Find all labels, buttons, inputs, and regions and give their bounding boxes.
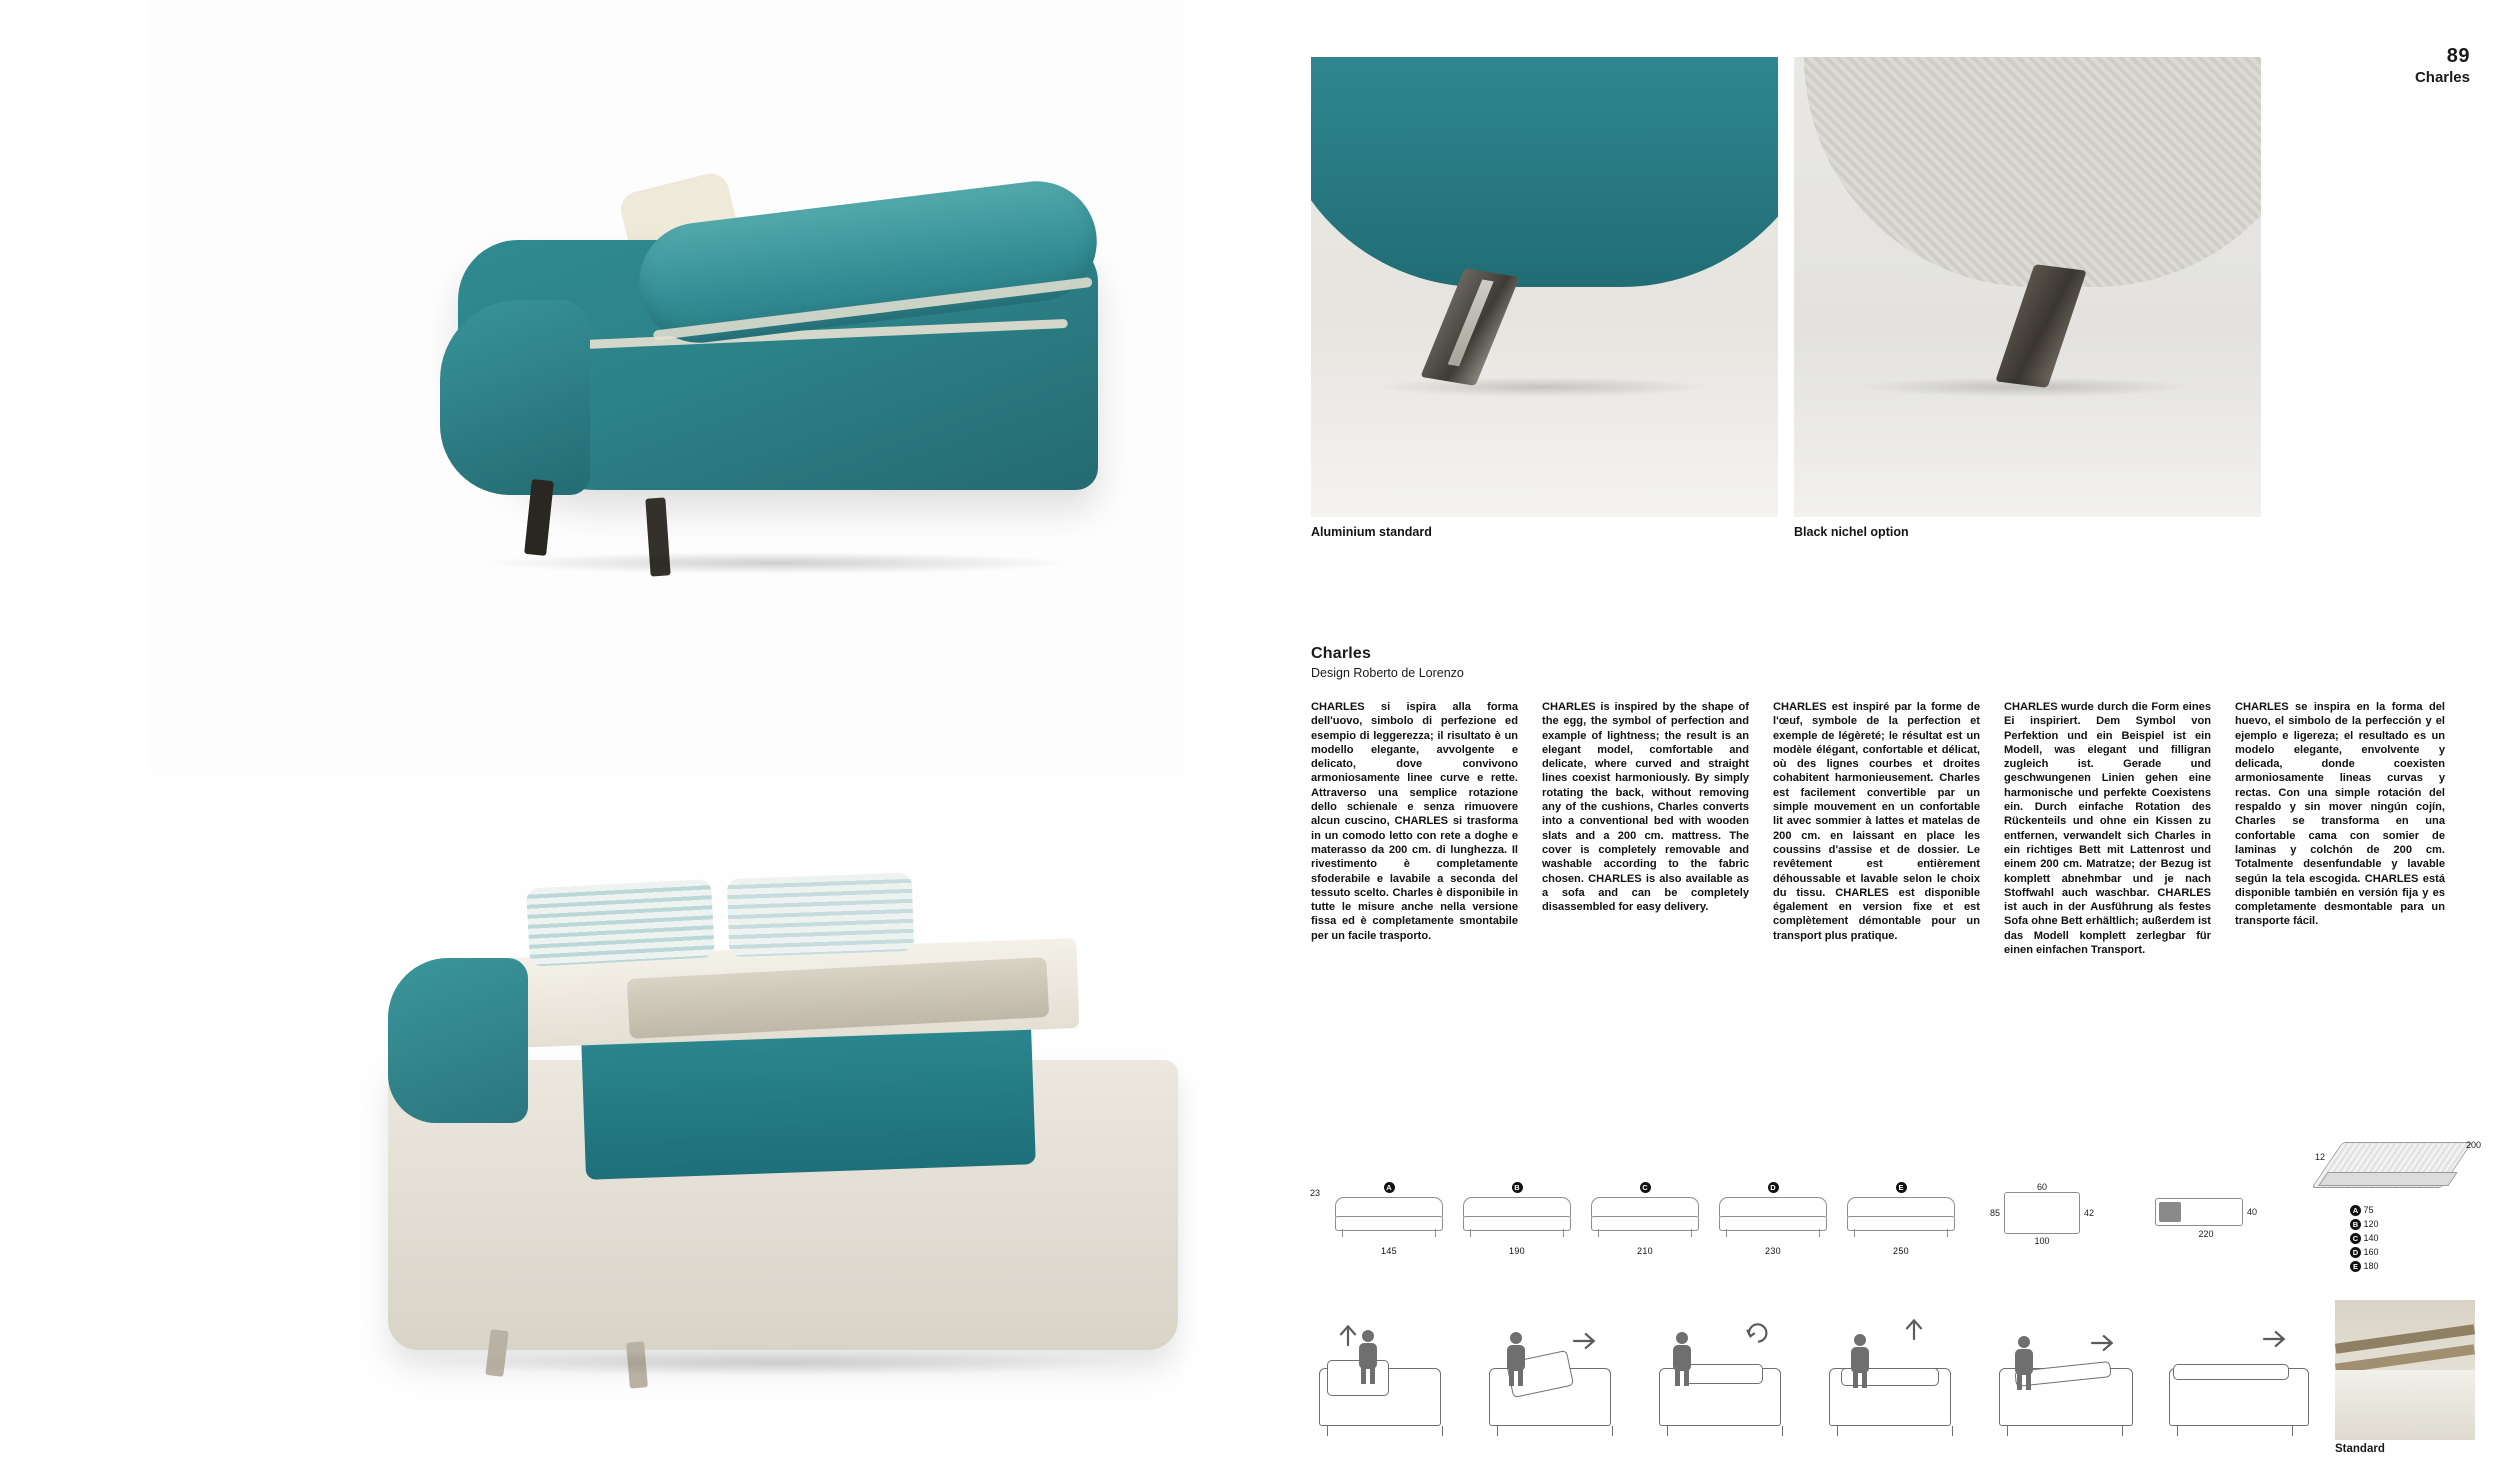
mattress-width-b [2350,1218,2379,1232]
badge-a: A [1384,1182,1395,1193]
arrow-right-icon [1571,1328,1597,1354]
badge-e: E [1896,1182,1907,1193]
badge-mattress-d: D [2350,1247,2361,1258]
product-heading [1311,645,1464,680]
dim-model-e [1845,1182,1957,1256]
dim-model-c [1589,1182,1701,1256]
mattress-value-d: 160 [2363,1246,2379,1257]
sofa-floor-shadow [478,552,1078,574]
description-fr: CHARLES est inspiré par la forme de l'œuf, symbole de la perfection et exemple de légèreté; le résultat est un modèle élégant, confortable et délicat, où des lignes courbes et droites cohabitent harmonieusement. Charles est facilement convertible par un simple mouvement en un confortable lit avec sommier à lattes et matelas de 200 cm. en laissant en place les coussins d'assise et de dossier. Le revêtement est entièrement déhoussable et lavable selon le choix du tissu. CHARLES est disponible également en version fixe et est complètement démontable pour un transport plus pratique. [1773,701,1980,942]
dim-width-b: 190 [1509,1246,1525,1256]
dim-width-c: 210 [1637,1246,1653,1256]
standard-caption: Standard [2335,1443,2385,1455]
description-columns [1311,700,2461,957]
side-outline [2155,1198,2243,1226]
step-4 [1815,1300,1975,1440]
badge-d: D [1768,1182,1779,1193]
dim-width-d: 230 [1765,1246,1781,1256]
caption-aluminium: Aluminium standard [1311,525,1432,539]
badge-mattress-a: A [2350,1205,2361,1216]
sofa-outline-c [1589,1195,1701,1239]
plan-bottom-dim: 100 [2034,1236,2050,1246]
dim-height-label: 23 [1310,1188,1321,1198]
plan-view [1990,1182,2094,1246]
mattress-value-c: 140 [2363,1232,2379,1243]
product-designer: Design Roberto de Lorenzo [1311,666,1464,680]
detail-photo-row [1311,57,2261,517]
sofa-outline-d [1717,1195,1829,1239]
mattress-thickness: 12 [2315,1152,2326,1162]
side-pad [2159,1202,2181,1222]
mattress-width-a [2350,1204,2379,1218]
mattress-width-list [2350,1204,2379,1274]
grey-seat-shell [1804,57,2261,287]
step-1 [1305,1300,1465,1440]
step-2 [1475,1300,1635,1440]
sofa-outline-e [1845,1195,1957,1239]
side-view [2155,1198,2257,1239]
step-6 [2155,1300,2315,1440]
mattress-value-e: 180 [2363,1260,2379,1271]
sofa-bed-illustration [328,830,1208,1390]
teal-seat-shell [1311,57,1778,287]
dim-width-e: 250 [1893,1246,1909,1256]
mattress-value-b: 120 [2363,1218,2379,1229]
bed-pillow-left [526,879,715,967]
sofa-arm [440,300,590,495]
arrow-up-icon [1901,1316,1927,1342]
arrow-rotate-icon [1745,1320,1771,1346]
mattress-width-e [2350,1260,2379,1274]
badge-mattress-e: E [2350,1261,2361,1272]
plan-right-dim: 42 [2084,1208,2095,1218]
side-width-dim: 220 [2198,1229,2214,1239]
mattress-diagram [2315,1128,2481,1200]
folio-product-name: Charles [2414,69,2470,86]
mattress-width-d [2350,1246,2379,1260]
bed-floor-shadow [418,1350,1138,1376]
bed-pillow-right [727,873,915,957]
arrow-right-icon [2089,1330,2115,1356]
description-en: CHARLES is inspired by the shape of the egg, the symbol of perfection and example of lightness; the result is an elegant model, comfortable and delicate, where curved and straight lines coexist harmoniously. By simply rotating the back, without removing any of the cushions, Charles converts into a conventional bed with wooden slats and a 200 cm. mattress. The cover is completely removable and washable according to the fabric chosen. CHARLES is also available as a sofa and can be completely disassembled for easy delivery. [1542,701,1749,914]
dim-model-d [1717,1182,1829,1256]
description-it: CHARLES si ispira alla forma dell'uovo, simbolo di perfezione ed esempio di leggerezza; il risultato è un modello elegante, avvolgente e delicato, dove convivono armoniosamente linee curve e rette. Attraverso una semplice rotazione dello schienale e senza rimuovere alcun cuscino, CHARLES si trasforma in un comodo letto con rete a doghe e materasso da 200 cm. di lunghezza. Il rivestimento è completamente sfoderabile e lavabile a seconda del tessuto scelto. Charles è disponibile in tutte le misure anche nella versione fissa ed è completamente smontabile per un facile trasporto. [1311,701,1518,942]
standard-slats-photo [2335,1300,2475,1440]
description-es: CHARLES se inspira en la forma del huevo, el simbolo de la perfección y el ejemplo e ligereza; el resultado es un modelo elegante, envolvente y delicada, donde coexisten armoniosamente lineas curvas y rectas. Con una simple rotación del respaldo y sin mover ningún cojín, Charles se transforma en una confortable cama con somier de laminas y colchón de 200 cm. Totalmente desenfundable y lavable según la tela escogida. CHARLES está disponible también en versión fija y es completamente desmontable para un transporte fácil. [2235,701,2445,928]
sofa-rear-photo [148,0,1183,770]
mattress-width-c [2350,1232,2379,1246]
badge-mattress-b: B [2350,1219,2361,1230]
step-5 [1985,1300,2145,1440]
dim-width-a: 145 [1381,1246,1397,1256]
product-name: Charles [1311,645,1372,662]
description-de: CHARLES wurde durch die Form eines Ei inspiriert. Dem Symbol von Perfektion und ein Beispiel ist ein Modell, was elegant und filligran zugleich ist. Gerade und geschwungenen Linien gehen eine harmonische und perfekte Coexistens ein. Durch einfache Rotation des Rückenteils und ohne ein Kissen zu entfernen, verwandelt sich Charles in ein richtiges Bett mit Lattenrost und einem 200 cm. Matratze; der Bezug ist komplett abnehmbar und je nach Stoffwahl auch waschbar. CHARLES ist auch in der Ausführung als festes Sofa ohne Bett erhältlich; außerdem ist das Modell komplett zerlegbar für einen einfachen Transport. [2004,701,2211,957]
caption-black-nichel: Black nichel option [1794,525,1909,539]
detail-shadow [1854,377,2194,397]
sofa-illustration [408,150,1128,600]
badge-b: B [1512,1182,1523,1193]
right-page [1300,0,2500,1468]
sofa-bed-photo [148,770,1183,1468]
sofa-outline-b [1461,1195,1573,1239]
bed-arm [388,958,528,1123]
detail-photo-aluminium [1311,57,1778,517]
plan-top-dim: 60 [2037,1182,2048,1192]
dim-model-a [1333,1182,1445,1256]
badge-c: C [1640,1182,1651,1193]
mattress-value-a: 75 [2363,1205,2374,1215]
badge-mattress-c: C [2350,1233,2361,1244]
conversion-steps [1305,1300,2315,1440]
arrow-right-icon [2261,1326,2287,1352]
aluminium-foot [1420,268,1519,386]
arrow-up-icon [1335,1322,1361,1348]
page-folio [2415,44,2470,88]
folio-number: 89 [2446,45,2470,67]
plan-left-dim: 85 [1990,1208,2001,1218]
step-3 [1645,1300,1805,1440]
mattress-length: 200 [2465,1140,2481,1150]
dim-model-b [1461,1182,1573,1256]
plan-outline [2004,1192,2080,1234]
side-right-dim: 40 [2247,1207,2258,1217]
detail-photo-black-nichel [1794,57,2261,517]
sofa-outline-a [1333,1195,1445,1239]
mattress-side [2318,1172,2457,1186]
detail-shadow [1371,377,1711,397]
